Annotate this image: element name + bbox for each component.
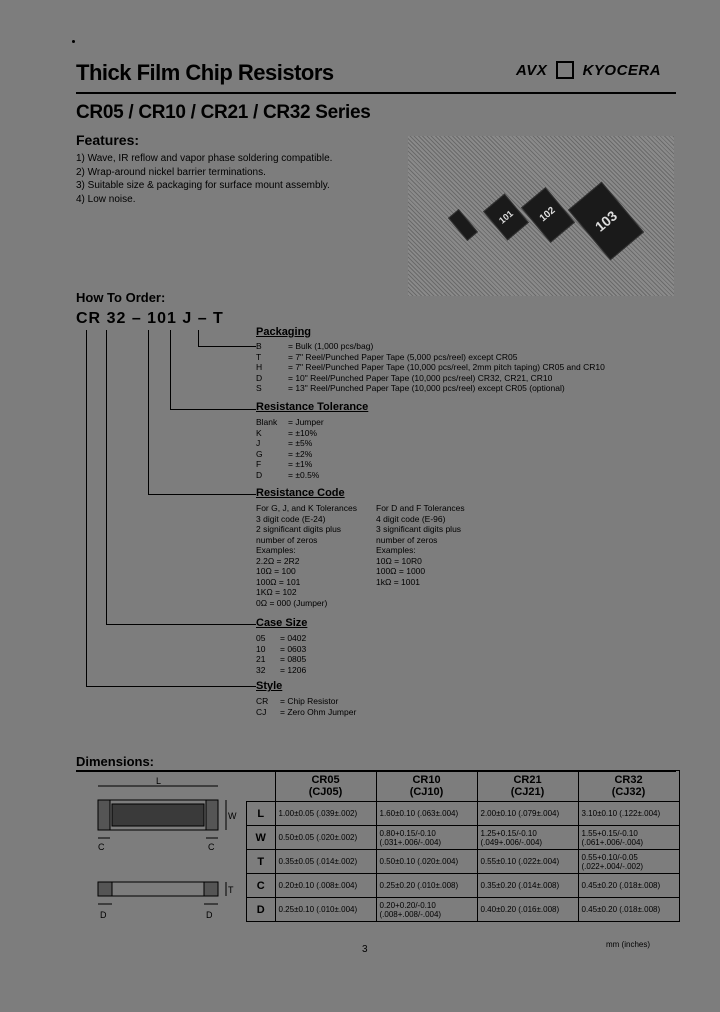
col-name: CR32: [614, 774, 643, 786]
case-size-row: [256, 665, 306, 676]
tolerance-code: F: [256, 459, 262, 469]
resistance-code-line: 1KΩ = 102: [256, 587, 297, 597]
cell-inch: (.063±.004): [417, 809, 459, 818]
col-name: CR10: [412, 774, 441, 786]
label-D-left: D: [100, 910, 107, 920]
packaging-desc: = 7" Reel/Punched Paper Tape (10,000 pcs/reel, 2mm pitch taping) CR05 and CR10: [288, 362, 605, 372]
cell-mm: 0.35±0.05: [278, 857, 315, 866]
style-heading: Style: [256, 680, 283, 692]
tolerance-code: D: [256, 469, 263, 480]
feature-item: 4) Low noise.: [76, 193, 136, 205]
connector-line: [148, 494, 256, 495]
terminal-right: [206, 800, 218, 830]
resistance-code-heading: Resistance Code: [256, 487, 345, 499]
code-resistance: 101: [147, 310, 177, 327]
table-cell: [275, 850, 376, 874]
cell-mm: 2.00±0.10: [480, 809, 517, 818]
resistance-code-line: 3 significant digits plus: [376, 524, 462, 534]
resistance-code-line: number of zeros: [256, 534, 318, 545]
tolerance-code: Blank: [256, 417, 278, 427]
table-row: [247, 802, 680, 826]
table-cell: [275, 802, 376, 826]
table-row: [247, 850, 680, 874]
row-label: D: [247, 898, 276, 922]
tolerance-row: [256, 417, 324, 428]
resistance-code-line: 1kΩ = 1001: [376, 576, 420, 587]
code-prefix: CR: [76, 310, 102, 327]
cell-mm: 0.45±0.20: [581, 881, 618, 890]
table-cell: [376, 802, 477, 826]
col-alt: (CJ10): [409, 786, 444, 798]
page-title: Thick Film Chip Resistors: [76, 60, 334, 85]
how-to-order-heading: How To Order:: [76, 290, 166, 305]
avx-logo-text: AVX: [516, 62, 548, 79]
label-T: T: [228, 885, 234, 895]
table-header-row: [247, 771, 680, 802]
resistance-code-line: 2 significant digits plus: [256, 524, 342, 534]
connector-line: [198, 330, 199, 346]
connector-line: [148, 330, 149, 494]
col-name: CR21: [513, 774, 542, 786]
resistance-code-left: [256, 503, 357, 608]
cell-mm: 0.35±0.20: [480, 881, 517, 890]
order-code: [76, 310, 224, 328]
resistance-code-line: For D and F Tolerances: [376, 503, 465, 513]
cell-inch: (.022+.004/-.002): [581, 861, 644, 871]
product-photo: [408, 136, 674, 296]
cell-inch: (.122±.004): [619, 809, 661, 818]
col-header-cr10: [376, 771, 477, 802]
table-corner: [247, 771, 276, 802]
connector-line: [198, 346, 256, 347]
brand-logo: [516, 62, 661, 80]
connector-line: [86, 330, 87, 686]
tolerance-row: [256, 470, 324, 481]
style-row: [256, 707, 356, 718]
cell-inch: (.008+.008/-.004): [379, 909, 442, 919]
cell-inch: (.010±.004): [316, 905, 358, 914]
style-desc: = Zero Ohm Jumper: [280, 706, 357, 717]
col-header-cr21: [477, 771, 578, 802]
packaging-desc: = 10" Reel/Punched Paper Tape (10,000 pcs/reel) CR32, CR21, CR10: [288, 372, 553, 383]
packaging-code: T: [256, 351, 262, 362]
tolerance-desc: = ±10%: [288, 427, 318, 438]
cell-inch: (.018±.008): [619, 905, 661, 914]
code-packaging: T: [213, 310, 224, 327]
cell-inch: (.039±.002): [316, 809, 358, 818]
case-size-row: [256, 633, 306, 644]
series-title: CR05 / CR10 / CR21 / CR32 Series: [76, 102, 371, 123]
resistive-element: [112, 804, 204, 826]
packaging-desc: = 13" Reel/Punched Paper Tape (10,000 pcs/reel) except CR05 (optional): [288, 383, 565, 393]
table-cell: [578, 802, 679, 826]
code-dash: –: [131, 310, 142, 327]
feature-item: 2) Wrap-around nickel barrier terminations.: [76, 166, 266, 178]
packaging-row: [256, 352, 605, 363]
chip-image: 101: [483, 193, 529, 240]
packaging-row: [256, 362, 605, 373]
label-L: L: [156, 776, 162, 786]
cell-inch: (.079±.004): [518, 809, 560, 818]
terminal-left: [98, 800, 110, 830]
features-list: [76, 152, 332, 206]
resistance-code-right: [376, 503, 465, 587]
table-cell: [477, 874, 578, 898]
table-cell: [578, 850, 679, 874]
kyocera-mark-icon: [556, 61, 574, 79]
cell-mm: 1.00±0.05: [278, 809, 315, 818]
label-C-right: C: [208, 842, 215, 852]
cell-inch: (.020±.002): [316, 833, 358, 842]
table-cell: [376, 898, 477, 922]
resistance-code-line: 0Ω = 000 (Jumper): [256, 597, 328, 608]
col-alt: (CJ21): [510, 786, 545, 798]
row-label: W: [247, 826, 276, 850]
terminal-side-right: [204, 882, 218, 896]
tolerance-code: J: [256, 438, 261, 448]
packaging-code: S: [256, 383, 262, 393]
packaging-list: [256, 341, 605, 394]
cell-mm: 0.55+0.10/-0.05: [581, 852, 638, 862]
cell-inch: (.008±.004): [316, 881, 358, 890]
dimensions-table: [246, 770, 680, 922]
packaging-code: B: [256, 341, 262, 351]
style-list: [256, 696, 356, 717]
chip-image: [448, 209, 478, 241]
resistance-code-line: 3 digit code (E-24): [256, 513, 326, 524]
case-size-code: 21: [256, 654, 266, 664]
resistance-code-line: Examples:: [376, 545, 416, 555]
feature-item: 3) Suitable size & packaging for surface mount assembly.: [76, 180, 330, 191]
cell-inch: (.061+.006/-.004): [581, 837, 644, 847]
cell-mm: 1.25+0.15/-0.10: [480, 828, 537, 838]
case-size-desc: = 0805: [280, 654, 307, 664]
cell-mm: 0.20±0.10: [278, 881, 315, 890]
tolerance-code: K: [256, 427, 262, 438]
table-cell: [477, 898, 578, 922]
table-row: [247, 826, 680, 850]
table-cell: [477, 826, 578, 850]
cell-mm: 0.25±0.20: [379, 881, 416, 890]
code-case: 32: [106, 310, 127, 327]
table-cell: [578, 826, 679, 850]
cell-mm: 0.55±0.10: [480, 857, 517, 866]
table-row: [247, 874, 680, 898]
code-tolerance: J: [182, 310, 193, 327]
cell-mm: 0.25±0.10: [278, 905, 315, 914]
resistance-code-line: 10Ω = 10R0: [376, 555, 422, 566]
tolerance-desc: = ±5%: [288, 438, 313, 448]
cell-inch: (.014±.002): [316, 857, 358, 866]
feature-item: 1) Wave, IR reflow and vapor phase soldering compatible.: [76, 153, 333, 164]
col-header-cr05: [275, 771, 376, 802]
cell-mm: 0.50±0.05: [278, 833, 315, 842]
cell-mm: 0.45±0.20: [581, 905, 618, 914]
table-cell: [376, 874, 477, 898]
packaging-desc: = Bulk (1,000 pcs/bag): [288, 341, 374, 351]
kyocera-logo-text: KYOCERA: [582, 62, 662, 79]
label-C-left: C: [98, 842, 105, 852]
code-dash: –: [197, 310, 208, 327]
row-label: L: [247, 802, 276, 826]
table-cell: [376, 850, 477, 874]
terminal-side-left: [98, 882, 112, 896]
chip-side-outline: [98, 882, 218, 896]
cell-inch: (.022±.004): [518, 857, 560, 866]
table-row: [247, 898, 680, 922]
tolerance-row: [256, 438, 324, 449]
case-size-desc: = 0402: [280, 633, 307, 643]
col-name: CR05: [311, 774, 340, 786]
resistance-code-line: 4 digit code (E-96): [376, 513, 446, 524]
col-header-cr32: [578, 771, 679, 802]
tolerance-desc: = Jumper: [288, 417, 324, 427]
tolerance-desc: = ±1%: [288, 459, 313, 469]
chip-dimension-diagram: [76, 772, 246, 938]
tolerance-list: [256, 417, 324, 480]
table-cell: [477, 850, 578, 874]
connector-line: [106, 330, 107, 624]
chip-image: 102: [521, 187, 575, 243]
case-size-desc: = 1206: [280, 664, 307, 675]
row-label: T: [247, 850, 276, 874]
table-cell: [275, 874, 376, 898]
case-size-code: 05: [256, 633, 266, 643]
packaging-code: D: [256, 372, 263, 383]
label-D-right: D: [206, 910, 213, 920]
table-cell: [275, 898, 376, 922]
cell-mm: 1.55+0.15/-0.10: [581, 828, 638, 838]
col-alt: (CJ05): [308, 786, 343, 798]
col-alt: (CJ32): [611, 786, 646, 798]
tolerance-row: [256, 449, 324, 460]
resistance-code-line: For G, J, and K Tolerances: [256, 503, 357, 513]
resistance-code-line: 100Ω = 1000: [376, 566, 426, 576]
style-row: [256, 696, 356, 707]
label-W: W: [228, 811, 237, 821]
cell-inch: (.016±.008): [518, 905, 560, 914]
cell-inch: (.018±.008): [619, 881, 661, 890]
case-size-code: 10: [256, 643, 266, 654]
units-note: mm (inches): [606, 940, 651, 949]
resistance-code-line: Examples:: [256, 545, 296, 555]
tolerance-desc: = ±2%: [288, 448, 313, 459]
packaging-desc: = 7" Reel/Punched Paper Tape (5,000 pcs/reel) except CR05: [288, 351, 518, 362]
table-cell: [578, 898, 679, 922]
cell-mm: 0.80+0.15/-0.10: [379, 828, 436, 838]
tolerance-desc: = ±0.5%: [288, 469, 320, 480]
table-cell: [275, 826, 376, 850]
cell-inch: (.010±.008): [417, 881, 459, 890]
case-size-heading: Case Size: [256, 617, 308, 629]
packaging-heading: Packaging: [256, 326, 312, 338]
cell-inch: (.049+.006/-.004): [480, 837, 543, 847]
cell-mm: 0.20+0.20/-0.10: [379, 900, 436, 910]
connector-line: [170, 330, 171, 409]
resistance-code-line: 2.2Ω = 2R2: [256, 555, 300, 566]
cell-mm: 1.60±0.10: [379, 809, 416, 818]
style-code: CR: [256, 696, 269, 706]
style-desc: = Chip Resistor: [280, 696, 339, 706]
table-cell: [578, 874, 679, 898]
chip-image: 103: [568, 182, 644, 261]
connector-line: [170, 409, 256, 410]
packaging-row: [256, 373, 605, 384]
table-cell: [477, 802, 578, 826]
packaging-row: [256, 383, 605, 394]
cell-inch: (.031+.006/-.004): [379, 837, 442, 847]
cell-mm: 0.40±0.20: [480, 905, 517, 914]
dimensions-heading: Dimensions:: [76, 754, 155, 769]
tolerance-row: [256, 459, 324, 470]
title-rule: [76, 92, 676, 94]
cell-inch: (.020±.004): [417, 857, 459, 866]
case-size-row: [256, 654, 306, 665]
cell-mm: 0.50±0.10: [379, 857, 416, 866]
case-size-desc: = 0603: [280, 643, 307, 654]
connector-line: [106, 624, 256, 625]
case-size-code: 32: [256, 664, 266, 675]
scan-speck: [72, 40, 75, 43]
row-label: C: [247, 874, 276, 898]
connector-line: [86, 686, 256, 687]
resistance-code-line: number of zeros: [376, 534, 438, 545]
tolerance-code: G: [256, 448, 263, 459]
case-size-list: [256, 633, 306, 675]
tolerance-heading: Resistance Tolerance: [256, 401, 369, 413]
style-code: CJ: [256, 706, 267, 717]
resistance-code-line: 100Ω = 101: [256, 576, 301, 587]
packaging-code: H: [256, 362, 263, 372]
packaging-row: [256, 341, 605, 352]
cell-inch: (.014±.008): [518, 881, 560, 890]
tolerance-row: [256, 428, 324, 439]
table-cell: [376, 826, 477, 850]
resistance-code-line: 10Ω = 100: [256, 566, 296, 576]
cell-mm: 3.10±0.10: [581, 809, 618, 818]
case-size-row: [256, 644, 306, 655]
features-heading: Features:: [76, 132, 140, 148]
page-number: 3: [362, 944, 368, 955]
